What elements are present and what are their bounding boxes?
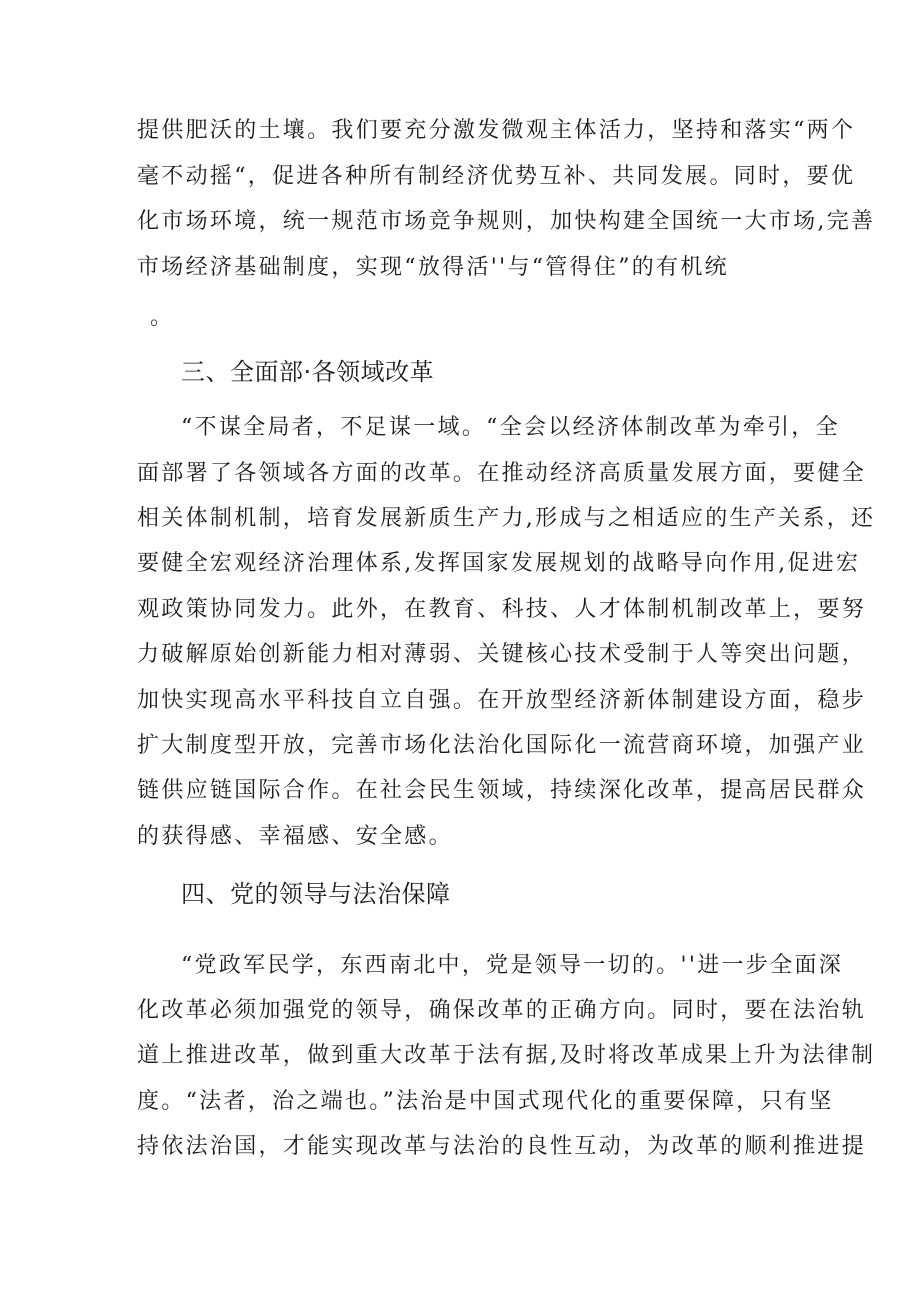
section-three-line-4: 要健全宏观经济治理体系,发挥国家发展规划的战略导向作用,促进宏 [137,551,861,576]
intro-line-3: 化市场环境，统一规范市场竞争规则，加快构建全国统一大市场,完善 [137,209,876,234]
intro-line-1: 提供肥沃的土壤。我们要充分激发微观主体活力，坚持和落实“两个 [137,118,856,143]
section-three-line-2: 面部署了各领域各方面的改革。在推动经济高质量发展方面，要健全 [137,461,867,486]
section-four-line-2: 化改革必须加强党的领导，确保改革的正确方向。同时，要在法治轨 [137,998,867,1023]
intro-line-5: 。 [150,305,175,330]
intro-line-4: 市场经济基础制度，实现“放得活''与“管得住”的有机统 [137,255,729,280]
section-four-line-3: 道上推进改革，做到重大改革于法有据,及时将改革成果上升为法律制 [137,1043,876,1068]
section-three-line-7: 加快实现高水平科技自立自强。在开放型经济新体制建设方面，稳步 [137,688,867,713]
section-four-line-1: “党政军民学，东西南北中，党是领导一切的。''进一步全面深 [181,953,844,978]
section-three-line-5: 观政策协同发力。此外，在教育、科技、人才体制机制改革上，要努 [137,597,867,622]
intro-line-2: 毫不动摇“，促进各种所有制经济优势互补、共同发展。同时，要优 [137,164,856,189]
section-three-line-3: 相关体制机制，培育发展新质生产力,形成与之相适应的生产关系，还 [137,506,876,531]
section-four-heading: 四、党的领导与法治保障 [181,880,451,908]
section-three-line-6: 力破解原始创新能力相对薄弱、关键核心技术受制于人等突出问题， [137,642,867,667]
section-three-line-9: 链供应链国际合作。在社会民生领域，持续深化改革，提高居民群众 [137,778,867,803]
section-three-line-8: 扩大制度型开放，完善市场化法治化国际化一流营商环境，加强产业 [137,733,867,758]
section-three-heading: 三、全面部·各领域改革 [181,358,435,386]
section-four-line-4: 度。“法者，治之端也。”法治是中国式现代化的重要保障，只有坚 [137,1089,834,1114]
section-three-line-1: “不谋全局者，不足谋一域。“全会以经济体制改革为牵引，全 [181,415,840,440]
section-three-line-10: 的获得感、幸福感、安全感。 [137,824,453,849]
section-four-line-5: 持依法治国，才能实现改革与法治的良性互动，为改革的顺利推进提 [137,1134,867,1159]
